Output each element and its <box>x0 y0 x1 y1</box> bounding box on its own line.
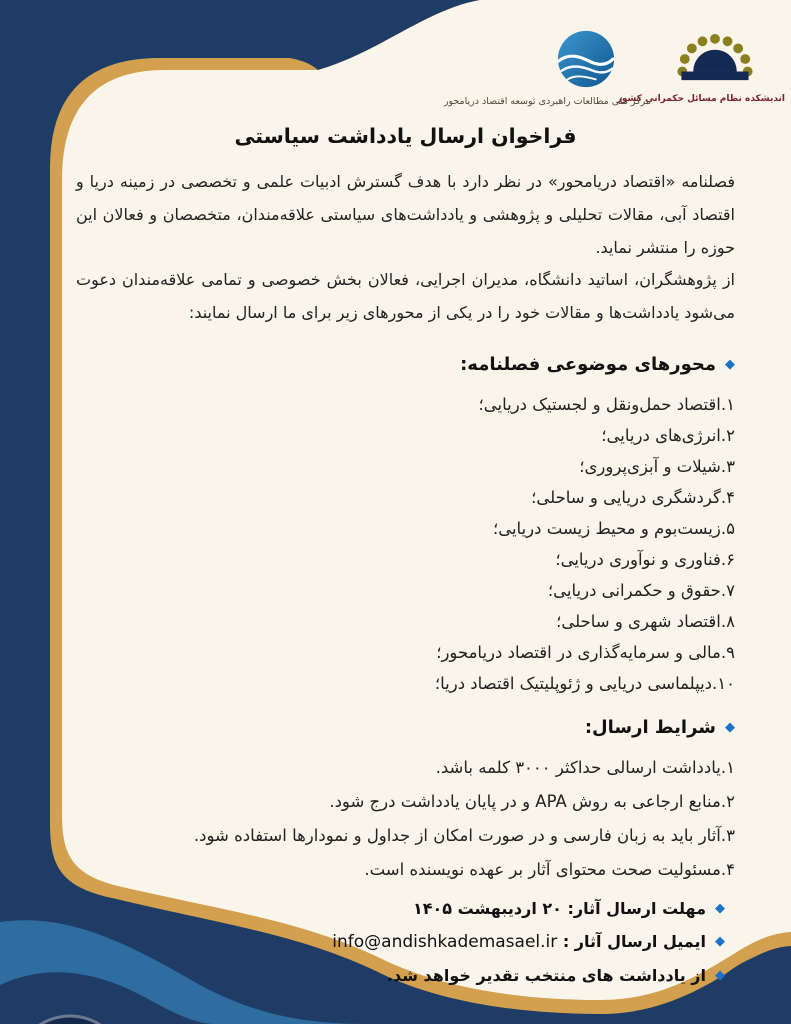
topic-item: ۶.فناوری و نوآوری دریایی؛ <box>555 549 735 569</box>
email-label: ایمیل ارسال آثار : <box>562 931 706 951</box>
topic-item: ۲.انرژی‌های دریایی؛ <box>601 425 735 445</box>
topic-item: ۱.اقتصاد حمل‌ونقل و لجستیک دریایی؛ <box>478 394 735 414</box>
condition-item: ۴.مسئولیت صحت محتوای آثار بر عهده نویسنده است. <box>364 859 735 879</box>
sunrise-dome-icon <box>656 26 774 88</box>
diamond-bullet-icon: ◆ <box>725 356 735 372</box>
diamond-bullet-icon: ◆ <box>715 933 725 949</box>
marine-center-logo <box>443 28 651 107</box>
topic-item: ۱۰.دیپلماسی دریایی و ژئوپلیتیک اقتصاد دریا؛ <box>434 673 735 693</box>
intro-paragraph-1: فصلنامه «اقتصاد دریامحور» در نظر دارد با هدف گسترش ادبیات علمی و تخصصی در زمینه دریا و اقتصاد آبی، مقالات تحلیلی و پژوهشی و یادداشت‌های سیاستی علاقه‌مندان، متخصصان و فعالان این حوزه را منتشر نماید. <box>76 172 735 257</box>
topic-item: ۹.مالی و سرمایه‌گذاری در اقتصاد دریامحور؛ <box>436 642 735 662</box>
condition-item: ۱.یادداشت ارسالی حداکثر ۳۰۰۰ کلمه باشد. <box>435 757 735 777</box>
topics-heading: ◆محورهای موضوعی فصلنامه: <box>460 353 735 375</box>
topic-item: ۵.زیست‌بوم و محیط زیست دریایی؛ <box>492 518 735 538</box>
footer-info <box>76 899 735 985</box>
governance-logo-title: اندیشکده نظام مسائل حکمرانی کشور <box>616 94 785 104</box>
deadline-line: ◆مهلت ارسال آثار: ۲۰ اردیبهشت ۱۴۰۵ <box>412 898 725 918</box>
page-title: فراخوان ارسال یادداشت سیاستی <box>234 124 577 148</box>
conditions-list <box>76 758 735 879</box>
diamond-bullet-icon: ◆ <box>715 900 725 916</box>
poster-content <box>62 0 791 999</box>
governance-thinktank-logo <box>616 26 785 104</box>
conditions-heading: ◆شرایط ارسال: <box>584 716 735 738</box>
topic-item: ۴.گردشگری دریایی و ساحلی؛ <box>531 487 735 507</box>
topic-item: ۳.شیلات و آبزی‌پروری؛ <box>579 456 735 476</box>
intro-paragraph-2: از پژوهشگران، اساتید دانشگاه، مدیران اجرایی، فعالان بخش خصوصی و تمامی علاقه‌مندان دعوت می‌شود یادداشت‌ها و مقالات خود را در یکی از محورهای زیر برای ما ارسال نمایند: <box>76 270 735 323</box>
topic-item: ۷.حقوق و حکمرانی دریایی؛ <box>547 580 735 600</box>
condition-item: ۲.منابع ارجاعی به روش APA و در پایان یادداشت درج شود. <box>329 791 735 811</box>
diamond-bullet-icon: ◆ <box>715 967 725 983</box>
diamond-bullet-icon: ◆ <box>725 719 735 735</box>
condition-item: ۳.آثار باید به زبان فارسی و در صورت امکان از جداول و نمودارها استفاده شود. <box>193 825 735 845</box>
topics-list <box>76 395 735 693</box>
marine-logo-caption: مرکز ملی مطالعات راهبردی توسعه اقتصاد دریامحور <box>443 96 651 107</box>
wave-globe-icon <box>555 28 617 90</box>
topic-item: ۸.اقتصاد شهری و ساحلی؛ <box>556 611 735 631</box>
appreciation-line: ◆از یادداشت های منتخب تقدیر خواهد شد. <box>386 965 725 985</box>
email-line <box>76 932 725 952</box>
submission-email-link[interactable]: info@andishkademasael.ir <box>332 931 558 952</box>
